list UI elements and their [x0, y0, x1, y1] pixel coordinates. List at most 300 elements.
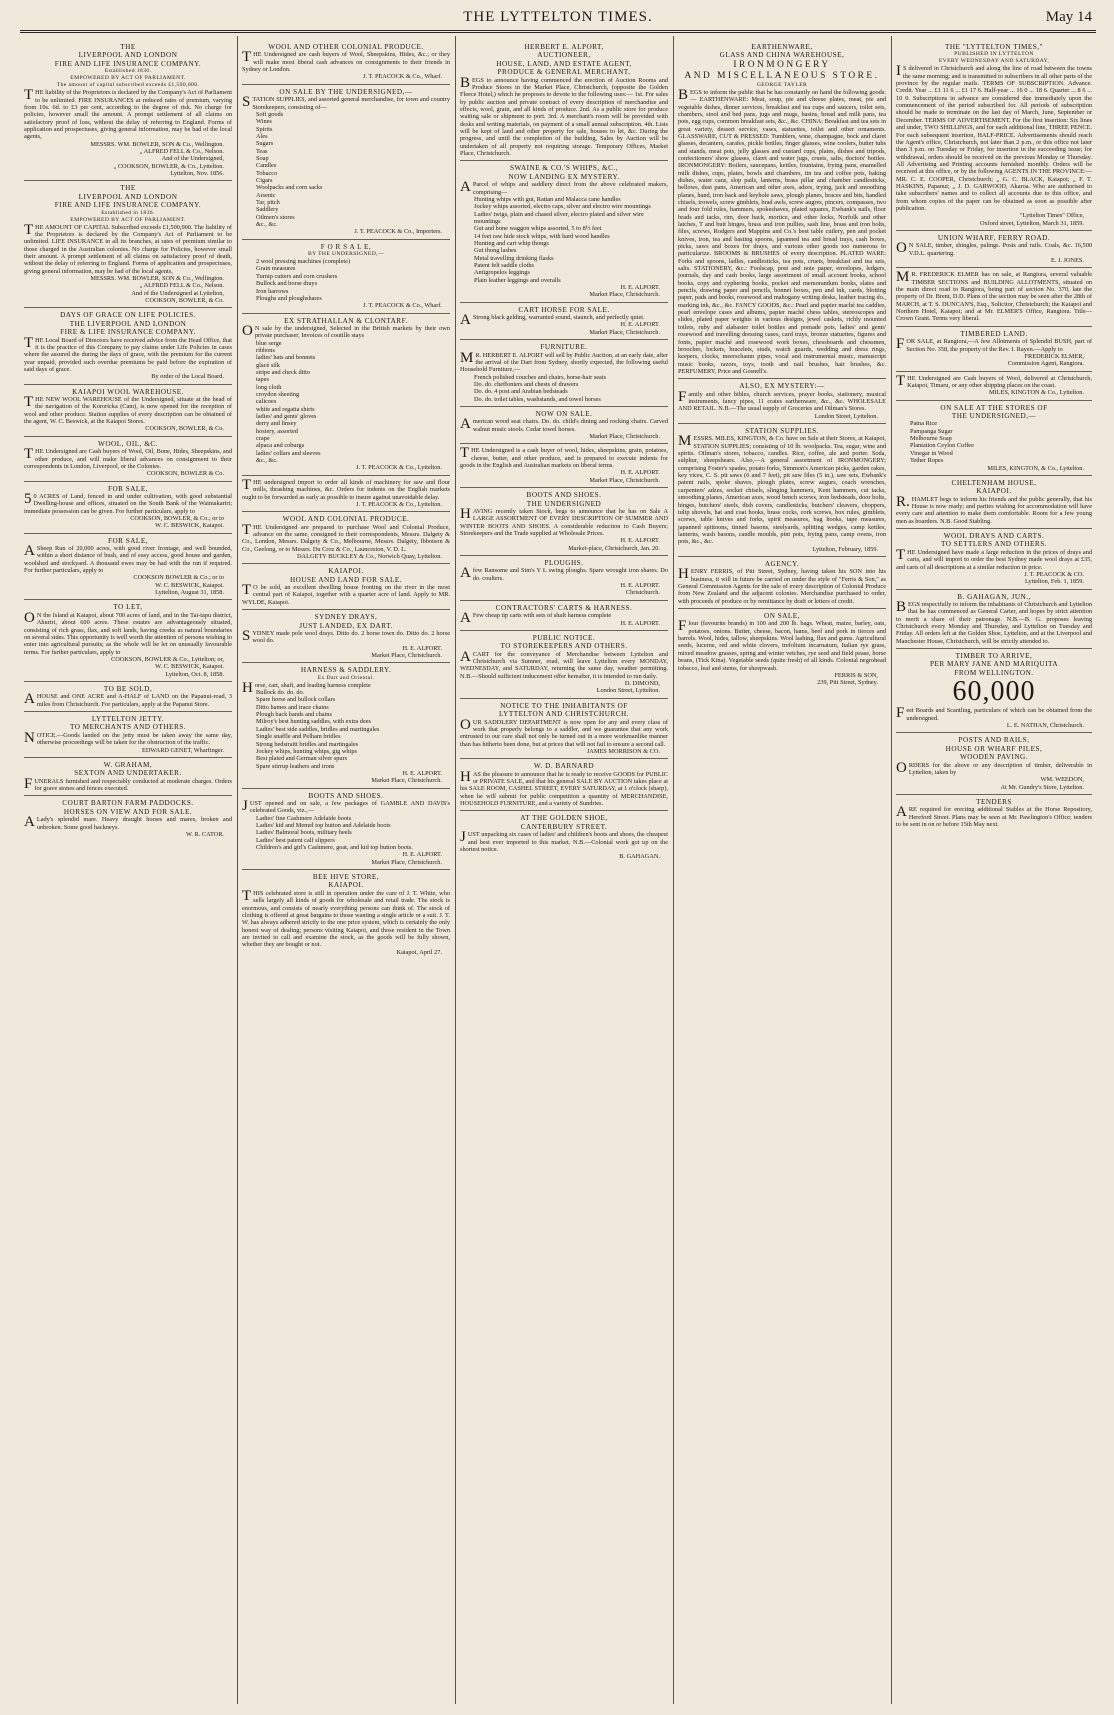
ad-list-item: Jockey whips, hunting whips, gig whips	[256, 747, 357, 755]
ad-signature: And of the Undersigned at Lyttelton,	[131, 289, 224, 297]
ad-heading: CART HORSE FOR SALE.	[518, 305, 610, 314]
ad-heading: POSTS AND RAILS,	[958, 736, 1030, 745]
ad-signature: H. E. ALPORT.	[620, 582, 660, 590]
advertisement	[242, 564, 450, 610]
ad-signature: W. R. CATOR.	[186, 830, 224, 838]
ad-body-text: ALady's splendid mare. Heavy draught horses and mares, broken and unbroken. Some good hackneys.	[24, 814, 232, 831]
advertisement	[896, 795, 1092, 831]
ad-body-text: THE Undersigned is a cash buyer of wool, hides, sheepskins, grain, potatoes, cheese, butter, and other produce, and is prepared to execute indents for goods in the English and Australian markets on liberal terms.	[460, 445, 668, 470]
ad-list-item: Plough back bands and chains	[256, 711, 332, 719]
ad-list-item: calicoes	[256, 398, 277, 406]
ad-body-text: AFew cheap tip carts with sets of shaft harness complete	[460, 610, 612, 627]
ad-list-item: blue serge	[256, 339, 282, 347]
ad-signature: Lyttelton, Feb. 1, 1859.	[1025, 578, 1084, 586]
advertisement	[896, 231, 1092, 268]
ad-heading: KAIAPOI.	[328, 567, 364, 576]
ad-list-item: Do. do. toilet tables, washstands, and towel horses	[474, 395, 601, 403]
ad-body-text: JUST unpacking six cases of ladies' and children's boots and shoes, the cheapest and best ever imported to this market. N.B.—Colonial work got up on the shortest notice.	[460, 829, 668, 853]
ad-heading: ON SALE BY THE UNDERSIGNED,—	[279, 87, 413, 96]
ad-body-text: ON sale by the undersigned, Selected in the British markets by their own private purchaser, Invoices of coutille stays	[242, 322, 450, 340]
ad-signature: H. E. ALPORT.	[402, 769, 442, 777]
ad-signature: H. E. ALPORT.	[620, 537, 660, 545]
ad-heading: LIVERPOOL AND LONDON	[78, 192, 178, 201]
ad-list-item: Candles	[256, 162, 277, 170]
ad-signature: Kaiapoi, April 27.	[396, 948, 442, 956]
ad-subheading: EMPOWERED BY ACT OF PARLIAMENT.	[70, 216, 186, 223]
ad-display-heading: IRONMONGERY	[733, 59, 831, 70]
ad-heading: TIMBERED LAND.	[960, 329, 1028, 338]
ad-body-text: MR. HERBERT E. ALPORT will sell by Public Auction, at an early date, after the arrival of the Dart from Sydney, shortly expected, the following useful Household Furniture,—	[460, 349, 668, 374]
ad-list-item: Best plated and German silver spurs	[256, 755, 348, 763]
ad-heading: LIVERPOOL AND LONDON	[78, 51, 178, 60]
ad-heading: B. GAHAGAN, JUN.,	[957, 592, 1031, 601]
ad-list-item: Oilmen's stores	[256, 213, 295, 221]
ad-signature: Market Place, Christchurch.	[589, 328, 660, 336]
ad-list-item: Ladies' best side saddles, bridles and martingales	[256, 725, 380, 733]
ad-signature: Market Place, Christchurch.	[371, 858, 442, 866]
column-2	[238, 40, 454, 1702]
ad-list-item: French polished couches and chairs, horse-hair seats	[474, 373, 607, 381]
ad-signature: Lyttelton, February, 1859.	[812, 545, 878, 553]
ad-list-item: white and regatta shirts	[256, 405, 315, 413]
issue-date: May 14	[1045, 9, 1092, 25]
ad-list-item: Ladies' fine Cashmere Adelaide boots	[256, 814, 352, 822]
ad-body-text: JUST opened and on sale, a few packages of GAMBLE AND DAVIS's celebrated Goods, viz.,—	[242, 797, 450, 815]
ad-heading: ON SALE AT THE STORES OF	[940, 403, 1048, 412]
advertisement	[242, 789, 450, 871]
ad-body-text: THE AMOUNT OF CAPITAL Subscribed exceeds £1,500,000. The liability of the Proprietors is declared by the Company's Act of Parliament to be unlimited. LIFE INSURANCE in all its branches, at rates of premium similar to those charged in the Australian colonies. No charge for Policies, however small their amount. A prompt settlement of all claims on satisfactory proof of death, without the delay of referring to England. Forms of application and prospectuses, giving general information, may be had of the local agents,	[24, 221, 232, 275]
ad-signature: H. E. ALPORT.	[620, 619, 660, 627]
ad-heading: THE LIVERPOOL AND LONDON	[69, 319, 187, 328]
ad-signature: J. T. PEACOCK & Co., Wharf.	[362, 73, 442, 81]
advertisement	[460, 407, 668, 444]
ad-heading: ALSO, EX MYSTERY:—	[739, 382, 825, 391]
ad-body-text: FUNERALS furnished and respectably conducted at moderate charges. Orders for grave stones and fences executed.	[24, 775, 232, 793]
ad-signature: H. E. ALPORT.	[402, 644, 442, 652]
ad-signature: London Street, Lyttelton.	[814, 412, 878, 420]
ad-signature: H. E. ALPORT.	[620, 284, 660, 292]
advertisement	[460, 303, 668, 340]
ad-heading: WOODEN PAVING.	[959, 753, 1029, 762]
ad-heading: TIMBER TO ARRIVE,	[955, 652, 1033, 661]
ad-body-text: THE Undersigned are prepared to purchase Wool and Colonial Produce, advance on the same, consigned to their correspondents, Messrs. Dalgety & Co., London, Messrs. Dalgety & Co., Melbourne, Messrs. Dalgety, Ibbotson & Co., Geelong, or to Messrs. Du Croz & Co., Launceston, V. D. L.	[242, 521, 450, 553]
ad-list-item: Jockey whips assorted, electro caps, silver and electro wire mountings	[474, 203, 651, 211]
ad-signature: W. C. BESWICK, Kaiapoi.	[155, 663, 224, 671]
advertisement	[24, 385, 232, 437]
ad-signature: Oxford street, Lyttelton, March 31, 1859.	[979, 219, 1084, 227]
ad-heading: HERBERT E. ALPORT,	[524, 43, 604, 51]
ad-body-text: BEGS to announce having commenced the erection of Auction Rooms and Produce Stores in the Market Place, Christchurch, (opposite the Golden Fleece Hotel,) which he proposes to devote to the following uses:— 1st. For sales by public auction and private contract of every description of merchandise and effects, wool, grain, and all kinds of produce. 2nd. As a public store for produce waiting sale or shipment to port. 3rd. A merchant's room will be provided with desks and writing materials, on payment of a small annual subscription. 4th. Lists will be kept of land and other property for sale, houses to let, &c. During the progress, and until the completion of the building, Sales by Auction will be undertaken of all property not requiring storage. Temporary Offices, Market Place, Christchurch.	[460, 74, 668, 158]
ad-signature: Market-place, Christchurch, Jan. 20.	[568, 544, 660, 552]
ad-list-item: Ploughs and ploughshares	[256, 294, 322, 302]
advertisement	[460, 601, 668, 631]
ad-signature: W. C. BESWICK, Kaiapoi.	[155, 522, 224, 530]
ad-heading: W. D. BARNARD	[533, 762, 595, 771]
ad-signature: B. GAHAGAN.	[619, 853, 660, 861]
advertisement	[896, 476, 1092, 529]
ad-heading: HOUSE AND LAND FOR SALE.	[289, 575, 403, 584]
ad-list-item: Woolpacks and corn sacks	[256, 184, 323, 192]
ad-body-text: IS delivered in Christchurch and along the line of road between the towns the same morning; and is transmitted to subscribers in all other parts of the province by the regular mails. TERMS OF SUBSCRIPTION. Advance. Credit. Year ... £1 11 6 ... £1 17 6. Half-year ... 16 0 ... 18 6. Quarter ... 8 6 ... 10 0. Subscriptions in advance are considered due immediately upon the commencement of the period subscribed for. All periods of subscription should be made to terminate on the last day of March, June, September or December. TERMS OF ADVERTISEMENT. For the first insertion: Six lines and under, TWO SHILLINGS, and for each additional line, THREE PENCE. For each subsequent insertion, HALF-PRICE. Advertisements should reach the Agent's office, Christchurch, not later than 2 p.m., or this office not later than 3 p.m. on Tuesday or Friday, for insertion in the succeeding issue; for withdrawal, orders should be received on the previous Monday or Thursday. All Advertising and Printing accounts furnished monthly. Orders will be received at this office, or by the following AGENTS IN THE PROVINCE:— MR. C. E. COOPER, Christchurch; „ G. C. BLACK, Kaiapoi; „ F. T. HASKINS, Papanui; „ J. D. GARWOOD, Akaroa. Who are authorised to take subscribers' names and to collect all accounts due to this office, and from whom copies of the paper can be obtained as soon as possible after publication.	[896, 63, 1092, 212]
advertisement	[896, 372, 1092, 401]
ad-list-item: Wines	[256, 118, 272, 126]
advertisement	[242, 240, 450, 314]
ad-list-item: 14 feet raw hide stock whips, with hard wood handles	[474, 232, 610, 240]
ad-list-item: Tar, pitch	[256, 199, 280, 206]
ad-body-text: HENRY FERRIS, of Pitt Street, Sydney, having taken his SON into his business, it will in future be carried on under the style of "Ferris & Son," as General Commission Agents for the sale of every description of Colonial Produce from New Zealand and the adjacent colonies. Merchandise purchased to order, with proceeds of produce or by remittance by draft or letters of credit.	[678, 566, 886, 605]
ad-body-text: Afew Ransome and Sim's Y L swing ploughs. Spare wrought iron shares. Do do. coulters.	[460, 565, 668, 582]
newspaper-title: THE LYTTELTON TIMES.	[463, 9, 653, 25]
ad-heading: TO SETTLERS AND OTHERS.	[940, 540, 1047, 549]
ad-signature: EDWARD GENET, Wharfinger.	[142, 746, 224, 754]
ad-signature: Lyttelton, August 31, 1858.	[155, 589, 224, 597]
ad-signature: Christchurch.	[625, 589, 660, 597]
ad-heading: KAIAPOI.	[328, 881, 364, 890]
ad-heading: TO BE SOLD,	[103, 684, 153, 693]
ad-body-text: THE Local Board of Directors have received advice from the Head Office, that it is the practice of this Company to pay claims under Life Policies in cases where the assured die during the days of grace, with the premium for the current year unpaid, provided such overdue premiums be paid before the expiration of said days of grace.	[24, 334, 232, 373]
advertisement	[242, 40, 450, 85]
advertisement	[242, 663, 450, 788]
ad-signature: MESSRS. WM. BOWLER, SON & Co., Wellington.	[90, 140, 224, 148]
ad-signature: COOKSON, BOWLER, & Co.	[145, 425, 224, 433]
ad-signature: COOKSON, BOWLER & Co., Lyttelton; or,	[111, 655, 224, 663]
ad-heading: JUST LANDED, EX DART.	[299, 621, 393, 630]
ad-body-text: 50 ACRES of Land, fenced in and under cultivation, with good substantial Dwelling-house and offices, situated on the South Bank of the Waimakariri; immediate possession can be given. For further particulars, apply to	[24, 490, 232, 515]
ad-body-text: THE liability of the Proprietors is declared by the Company's Act of Parliament to be unlimited. FIRE INSURANCES at reduced rates of premium, varying from 10s. 6d. to £3 per cent, according to the degree of risk. No charge for policies, however small the amount. A prompt settlement of all claims on satisfactory proof of loss, without the delay of referring to England. Forms of application and prospectuses, giving general information, may be had of the local agents,	[24, 87, 232, 141]
advertisement	[678, 557, 886, 609]
ad-body-text: BEGS to inform the public that he has constantly on hand the following goods:— EARTHENWARE: Meat, soup, pie and cheese plates, meat, pie and vegetable dishes, dinner services, breakfast and tea cups and saucers, toilet sets, chambers, stool and bed pans, jugs and mugs, basins, bread and milk pans, tea pots, egg cups, common breakfast sets, &c., &c. CHINA: Breakfast and tea sets in great variety, dessert service, vases, statuettes, toilet and other ornaments. GLASSWARE, CUT & PRESSED: Tumblers, wine, champagne, bock and claret glasses, decanters, carafes, pickle bottles, finger glasses, wine coolers, butter tubs and stands, meat pots, jelly glasses and custard cups, plates, dishes and tripods, confectioners' show glasses, claret and water jugs, cruets, salts, doctors' bottles. IRONMONGERY: Boilers, saucepans, kettles, fountains, frying pans, enamelled milk dishes, cups, plates, bowls and chambers, tin tea and coffee pots, baking dishes, water cans, slop pails, lanterns, brass pillar and chamber candlesticks, bellows, dust pans, American and other axes, adzes, trying, jack and smoothing planes, hand, iron back and keyhole saws, plough planes, braces and bits, handled chisels, trowels, screw gimblets, brad awls, screw augres, pincers, compasses, two and four fold rules, hammers, spokeshaves, plated squares, Ewbank's nails, floor brads and tacks, rim, door back, mortice, and other locks, Norfolk and other latches, T and butt hinges, brass and iron pullies, sash line, brass and iron bolts, files, screws, Rodgers and Mappins and Co.'s best table cutlery, pen and pocket knives, iron, tea and basting spoons, japanned tea and bread trays, cash boxes, picks, saws and boxes for drays, and various other goods too numerous to particularize. BROOMS & BRUSHES of every description. PLATED WARE: Forks and spoons, ladles, candlesticks, tea pots, cruets, breakfast and tea sets, salts. STATIONERY, &c.: Foolscap, post and note paper, envelopes, ledgers, journals, day and cash books, large assortment of small account books, school books, copy and cyphering books, pocket and memorandum books, slates and pencils, drawing paper and pencils, bonnet boxes, pen and ink, cards, blotting paper, pads and books, rosewood and mahogany writing desks, leather tracing do., marking ink, &c., &c. FANCY GOODS, &c.: Pearl and papier maché tea caddies, pearl envelope cases and albums, papier maché chess tables, stereoscopes and slides, plated paper weights in various designs, jewel caskets, richly mounted toilets, ruby and alabaster toilet bottles and pomade pots, ladies' and gents' rosewood and travelling dressing cases, card trays, bronze statuettes, figures and fonts, papier maché and rosewood work boxes, chessboards and chessmen, brooches, lockets, bracelets, studs, watch guards, wedding and dress rings, keepers, clocks, meerschaum pipes, vocal and instrumental music, manuscript music books, razors, toys, tooth and nail brushes, hair brushes, &c. PERFUMERY, Price and Gosnell's.	[678, 86, 886, 375]
ad-signature: H. E. ALPORT.	[620, 321, 660, 329]
ad-signature: MESSRS. WM. BOWLER, SON & Co., Wellington.	[90, 274, 224, 282]
ad-list-item: Pampanga Sugar	[910, 427, 953, 435]
ad-list-item: ribbons	[256, 346, 275, 354]
ad-heading: BOOTS AND SHOES.	[308, 791, 384, 800]
ad-body-text: HAS the pleasure to announce that he is ready to receive GOODS for PUBLIC or PRIVATE SALE, and that his general SALE BY AUCTION takes place at his SALE ROOM, CASHEL STREET, EVERY SATURDAY, at 1 o'clock (sharp), when he will submit for public competition a quantity of MERCHANDISE, HOUSEHOLD FURNITURE, and a variety of Sundries.	[460, 768, 668, 808]
ad-body-text: THE NEW WOOL WAREHOUSE of the Undersigned, situate at the head of the navigation of the Kororicka (Cam), is now opened for the reception of wool and other produce. Station supplies of every description can be obtained of the agent, W. C. Beswick, at the Kaiapoi Stores.	[24, 394, 232, 426]
ad-list-item: crape	[256, 435, 270, 443]
ad-body-text: THE undersigned import to order all kinds of machinery for saw and flour mills, thrashing machines, &c. Orders for indents on the English markets ought to be forwarded as early as possible to insure against unavoidable delay.	[242, 476, 450, 501]
ad-heading: STATION SUPPLIES.	[745, 427, 819, 435]
ad-list-item: Ladies' kid and Memel top button and Adelaide boots	[256, 822, 391, 829]
ad-heading: HORSES ON VIEW AND FOR SALE.	[63, 807, 193, 816]
ad-body-text: BEGS respectfully to inform the inhabitants of Christchurch and Lyttelton that he has commenced as General Carter, and hopes by strict attention to merit a share of their patronage. N.B.—B. G. proposes leaving Christchurch every Monday and Thursday, and Lyttelton on Tuesday and Friday. All orders left at the Golden Shoe, Lyttelton, and at the Liverpool and Manchester House, Christchurch, will be strictly attended to.	[896, 598, 1092, 645]
ad-list-item: Iron harrows	[256, 287, 289, 295]
ad-list-item: Ditto hames and trace chains	[256, 703, 329, 711]
advertisement	[242, 314, 450, 476]
ad-list-item: hosiery, assorted	[256, 427, 298, 435]
ad-list-item: Gut thong lashes	[474, 247, 517, 255]
ad-heading: CONTRACTORS' CARTS & HARNESS.	[495, 603, 633, 612]
ad-body-text: ACART for the conveyance of Merchandise between Lyttelton and Christchurch via Sumner, road, will leave Lyttelton every MONDAY, WEDNESDAY, and SATURDAY, returning the same day, weather permitting. N.B.—Should sufficient inducement offer hereafter, it is intended to run daily.	[460, 648, 668, 680]
ad-list-item: Do. do. cheffoniers and chests of drawers	[474, 380, 579, 388]
ad-signature: By order of the Local Board.	[151, 373, 224, 381]
ad-heading: BOOTS AND SHOES.	[526, 491, 602, 500]
advertisement	[460, 556, 668, 601]
ad-body-text: ON the Island at Kaiapoi, about 700 acres of land, and in the Tai-tapu district, Ahuriri, about 600 acres. These estates are advantageously situated, consisting of rich grass, flax, and soft lands, having creeks as natural boundaries on several sides. This opportunity is well worth the attention of persons wishing to enter into agricultural pursuits; as the whole will be let on unusually favourable terms. For further particulars, apply to	[24, 609, 233, 656]
ad-signature: J. T. PEACOCK & Co., Lyttelton.	[356, 464, 442, 472]
ad-signature: London Street, Lyttelton.	[596, 687, 660, 695]
ad-body-text: HAVING recently taken Stock, begs to announce that he has on Sale A LARGE ASSORTMENT OF EVERY DESCRIPTION OF SUMMER AND WINTER BOOTS AND SHOES. A considerable reduction to Cash Buyers; Storekeepers and the Trade supplied at Wholesale Prices.	[460, 505, 668, 537]
ad-heading: WOOL DRAYS AND CARTS.	[943, 532, 1045, 541]
ad-large-figure: 60,000	[952, 676, 1036, 708]
ad-body-text: ASheep Run of 20,000 acres, with good river frontage, and well bounded, within a short distance of bush, and of easy access, good house and garden, woolshed and stockyard. A thousand ewes may be had with the run if required. For further particulars, apply to	[24, 543, 232, 575]
ad-list-item: Single snaffle and Pelham bridles	[256, 733, 341, 741]
ad-list-item: Gut and bone waggon whips assorted, 5 to 8½ feet	[474, 225, 602, 233]
ad-list-item: Antigropelos leggings	[474, 269, 530, 277]
ad-heading: PER MARY JANE AND MARIQUITA	[929, 660, 1059, 669]
advertisement	[242, 610, 450, 663]
ad-heading: WOOL, OIL, &C.	[98, 439, 158, 448]
ad-list-item: Soft goods	[256, 110, 284, 118]
advertisement	[896, 327, 1092, 372]
advertisement	[896, 401, 1092, 476]
ad-list-item: Bullock and horse drays	[256, 280, 318, 288]
advertisement	[242, 512, 450, 564]
ad-heading: W. GRAHAM,	[103, 760, 153, 769]
ad-heading: FIRE AND LIFE INSURANCE COMPANY.	[54, 201, 202, 210]
ad-body-text: THE Undersigned have made a large reduction in the prices of drays and carts, and will import to order the best Sydney made wool drays at £35, and carts of all descriptions at a similar reduction in price.	[896, 546, 1092, 571]
ad-heading: LYTTELTON AND CHRISTCHURCH.	[499, 710, 629, 719]
ad-list-item: 2 wool pressing machines (complete)	[256, 258, 351, 266]
ad-list-item: ladies' and gents' gloves	[256, 413, 317, 421]
ad-list-item: &c., &c.	[256, 457, 278, 465]
advertisement	[24, 682, 232, 712]
ad-list-item: Strong bedstraitt bridles and martingales	[256, 740, 359, 748]
ad-list-item: Ladies' twigs, plain and chased silver, electro plated and silver wire mountings	[474, 210, 644, 225]
ad-signature: COOKSON, BOWLER & Co.	[146, 470, 224, 478]
advertisement	[24, 534, 232, 601]
ad-heading: HARNESS & SADDLERY.	[300, 666, 392, 675]
ad-heading: WOOL AND COLONIAL PRODUCE.	[282, 515, 410, 524]
ad-list-item: Ladies' best patent calf slippers	[256, 836, 335, 844]
advertisement	[24, 796, 232, 841]
ad-heading: HOUSE, LAND, AND ESTATE AGENT,	[496, 59, 632, 68]
advertisement	[460, 161, 668, 302]
ad-signature: J. T. PEACOCK & Co., Lyttelton.	[356, 500, 442, 508]
ad-signature: W. C. BESWICK, Kaiapoi.	[155, 581, 224, 589]
ad-body-text: ARE required for erecting additional Stables at the Horse Repository, Hereford Street. Plans may be seen at Mr. Pawlington's Office; tenders to be sent in on or before 15th May next.	[896, 804, 1092, 828]
ad-heading: AT THE GOLDEN SHOE,	[520, 814, 608, 823]
ad-heading: CHELTENHAM HOUSE,	[951, 478, 1037, 487]
ad-list-item: glacé silk	[256, 361, 280, 369]
ad-signature: E. J. JONES.	[1050, 257, 1084, 265]
ad-list-item: Arsenic	[256, 191, 276, 199]
ad-heading: SWAINE & CO.'S WHIPS, &C.,	[509, 164, 618, 173]
ad-heading: THE	[120, 43, 136, 51]
ad-heading: EX STRATHALLAN & CLONTARF.	[284, 316, 408, 325]
ad-list-item: stripe and check ditto	[256, 369, 311, 376]
column-5	[892, 40, 1096, 1702]
ad-body-text: ON SALE, timber, shingles, palings. Posts and rails. Coals, &c. 16,500 V.D.L. quartering.	[896, 240, 1092, 257]
ad-heading: NOW LANDING EX MYSTERY.	[508, 172, 620, 181]
ad-heading: COURT BARTON FARM PADDOCKS.	[62, 799, 194, 808]
ad-signature: MILES, KINGTON & Co., Lyttelton.	[988, 389, 1084, 397]
advertisement	[460, 631, 668, 699]
ad-signature: JAMES MORRISON & CO.	[586, 747, 660, 755]
ad-signature: "Lyttelton Times" Office,	[1020, 212, 1084, 220]
ad-subheading: GEORGE TAYLER	[756, 81, 808, 88]
ad-heading: THE UNDERSIGNED,—	[951, 412, 1037, 421]
ad-signature: Market Place, Christchurch.	[371, 652, 442, 659]
ad-body-text: FOR SALE, at Rangiora,—A few Allotments of Splendid BUSH, part of Section No. 358, the property of the Rev. I. Rayen.—Apply to	[896, 336, 1092, 353]
ad-list-item: Melbourne Soap	[910, 435, 952, 443]
ad-list-item: Grain measures	[256, 265, 296, 273]
ad-list-item: Vinegar in Wood	[910, 449, 953, 457]
ad-subheading: Established 1836.	[104, 68, 152, 75]
ad-heading: FURNITURE.	[540, 343, 588, 352]
ad-subheading: Established in 1836.	[101, 209, 155, 216]
advertisement	[896, 40, 1092, 231]
ad-signature: „ COOKSON, BOWLER, & Co., Lyttelton.	[113, 162, 224, 170]
column-4	[674, 40, 890, 1702]
ad-heading: THE UNDERSIGNED	[526, 499, 602, 508]
ad-list-item: Hunting and cart whip thongs	[474, 239, 549, 247]
ad-list-item: Teas	[256, 147, 268, 155]
advertisement	[24, 40, 232, 181]
ad-heading: PRODUCE & GENERAL MERCHANT,	[497, 68, 631, 77]
ad-heading: SEXTON AND UNDERTAKER.	[74, 769, 182, 778]
ad-signature: J. T. PEACOCK & Co., Importers.	[354, 228, 442, 236]
advertisement	[460, 699, 668, 760]
ad-signature: L. E. NATHAN, Christchurch.	[1006, 721, 1084, 729]
masthead-rule	[20, 30, 1096, 33]
ad-signature: 239, Pitt Street, Sydney.	[817, 679, 878, 687]
ad-heading: PUBLIC NOTICE.	[532, 633, 596, 642]
ad-heading: TO LET,	[113, 603, 143, 612]
ad-body-text: THIS celebrated store is still in operation under the care of J. T. White, who sells largely all kinds of goods for wholesale and retail trade. The stock is enormous, and consists of nearly everything persons can think of. The stock of clothing is offered at great bargains to those wanting a single article or a suit. J. T. W. has always adhered strictly to the one price system, which is certainly the only honest way of dealing; persons visiting Kaiapoi, and those resident in the Town are invited to call and examine the stock, as the goods will be fully shown, whether they are bought or not.	[242, 887, 450, 949]
ad-heading: KAIAPOI.	[976, 487, 1012, 496]
ad-list-item: Tobacco	[256, 169, 278, 177]
ad-body-text: Flour (favourite brands) in 100 and 200 lb. bags. Wheat, maize, barley, oats, potatoes, onions. Butter, cheese, bacon, hams, beef and pork in tierces and barrels. Wool, hides, tallow, sheepskins. Wool lashing, flax and gums. Agricultural seeds, lucerne, red and white clovers, trefolium incarnatum, Italian rye grass, mixed meadow grasses, spring and winter vetches, rye seed and field pease, horse beans, (Tick Kina). Vegetable seeds (quite fresh) of all kinds. Colonial negrohead tobacco, leaf and stems, for sheepwash.	[678, 618, 886, 672]
ad-body-text: STATION SUPPLIES, and assorted general merchandise, for town and country Storekeepers, consisting of—	[242, 94, 450, 111]
ad-heading: TO MERCHANTS AND OTHERS.	[69, 723, 187, 732]
ad-list-item: tapes	[256, 376, 269, 384]
ad-signature: Market Place, Christchurch.	[589, 291, 660, 299]
ad-signature: J. T. PEACOCK & CO.	[1024, 570, 1084, 578]
ad-list-item: Ales	[256, 132, 268, 140]
ad-heading: NOW ON SALE.	[535, 409, 593, 418]
ad-body-text: OUR SADDLERY DEPARTMENT is now open for any and every class of work that properly belongs to a saddler, and we guarantee that any work entrusted to our care shall not only be turned out in a more workmanlike manner than has hitherto been done, but at prices that will not fail to ensure a second call.	[460, 716, 668, 748]
ad-signature: Lyttelton, Nov. 1856.	[170, 170, 224, 177]
ad-body-text: TO be sold, an excellent dwelling house fronting on the river in the most central part of Kaiapoi, together with a quarter acre of land. Apply to MR. WYLDE, Kaiapoi.	[242, 582, 450, 606]
ad-body-text: MESSRS. MILES, KINGTON, & Co. have on Sale at their Stores, at Kaiapoi, STATION SUPPLIES; consisting of 10 lb. woolpacks. Tea, sugar, wine and spirits. Oilman's stores, tobacco, candles. Rice, coffee, ale and porter. Soda, sulphur, sheepshears. Also,—A general assortment of IRONMONGERY; comprising Foster's spades, potato forks, Simmon's American picks, garden rakes, key vices, C. S. pit saws (6 and 7 feet), pit saw files (5 in.), saw sets, Ewbank's patent nails, spoke shaves, plough plates, screw augurs, coach wrenches, carpenters' adzes, socket chisels, slinging hammers, Kent hammers, cut tacks, smoothing planes, American axes, wood bench screws, iron bedsteads, door bolts, hinges, butchers' steels, dish covers, candlesticks, butchers' cleavers, choppers, tulip shovels, hat and coat hooks, brass cocks, cork screws, box rules, gimblets, screws, table knives and forks, spirit measures, bag hooks, tape measures, japanned spittoons, tinned basons, steelyards, splitting wedges, camp kettles, lanterns, wash basons, candle moulds, pint pots, frying pans, camp ovens, iron pots, &c., &c.	[678, 433, 886, 546]
ad-body-text: THE Undersigned are Cash buyers of Wool, Oil, Bone, Hides, Sheepskins, and other produce, and will make liberal advances on consignment to their correspondents in London, Liverpool, or the Colonies.	[24, 446, 232, 470]
ad-heading: PLOUGHS.	[544, 559, 584, 567]
ad-list-item: &c., &c.	[256, 221, 278, 229]
ad-heading: WOOL AND OTHER COLONIAL PRODUCE.	[268, 43, 424, 51]
ad-signature: WM. WEEDON,	[1040, 776, 1084, 784]
ad-heading: TO STOREKEEPERS AND OTHERS.	[500, 642, 628, 651]
ad-signature: J. T. PEACOCK & Co., Wharf.	[362, 302, 442, 310]
advertisement	[896, 268, 1092, 326]
ad-heading: SYDNEY DRAYS,	[314, 613, 378, 622]
ad-heading: NOTICE TO THE INHABITANTS OF	[500, 701, 628, 710]
ad-list-item: Children's and girl's Cashmere, goat, and kid top button boots.	[256, 844, 413, 852]
advertisement	[678, 609, 886, 690]
ad-signature: Market Place, Christchurch.	[589, 476, 660, 484]
ad-signature: COOKSON, BOWLER, & Co.; or to	[130, 514, 224, 522]
advertisement	[460, 40, 668, 161]
ad-signature: Market Place, Christchurch.	[371, 777, 442, 785]
ad-list-item: Spare horse and bullock collars	[256, 696, 336, 704]
ad-body-text: R.HAMLET begs to inform his friends and the public generally, that his House is now ready; and parties wishing for accommodation will have every care and attention to make them comfortable. Room for a few young men as boarders. N.B. Good Stabling.	[896, 493, 1092, 525]
ad-body-text: THE Undersigned are Cash buyers of Wool, delivered at Christchurch, Kaiapoi, Timaru, or any other shipping places on the coast.	[896, 372, 1092, 389]
ad-list-item: Sugars	[256, 140, 274, 148]
ad-signature: „ ALFRED FELL & Co., Nelson.	[139, 147, 224, 155]
advertisement	[242, 476, 450, 512]
ad-list-item: Patent felt saddle cloths	[474, 262, 534, 269]
advertisement	[460, 340, 668, 407]
advertisement	[896, 649, 1092, 733]
ad-heading: THE	[120, 184, 136, 193]
ad-body-text: American wood seat chairs. Do. do. child's dining and rocking chairs. Carved walnut music stools. Cedar towel horses.	[460, 416, 668, 433]
advertisement	[242, 85, 450, 240]
ad-subheading: The amount of capital subscribed exceeds £1,500,000.	[56, 82, 200, 89]
ad-body-text: AStrong black gelding, warranted sound, staunch, and perfectly quiet.	[460, 312, 645, 329]
ad-body-text: Horse, cart, shaft, and leading harness complete	[242, 679, 371, 696]
ad-heading: AGENCY.	[764, 559, 800, 568]
ad-list-item: Saddlery	[256, 206, 279, 214]
advertisement	[678, 379, 886, 424]
advertisement	[24, 600, 232, 682]
advertisement	[678, 424, 886, 557]
ad-body-text: Feet Boards and Scantling, particulars of which can be obtained from the undersigned.	[896, 705, 1092, 722]
ad-subheading: EVERY WEDNESDAY AND SATURDAY,	[938, 58, 1050, 65]
ad-subheading: BY THE UNDERSIGNED,—	[308, 251, 384, 258]
advertisement	[678, 40, 886, 379]
advertisement	[24, 712, 232, 758]
ad-heading: FOR SALE,	[107, 484, 149, 493]
ad-signature: And of the Undersigned,	[161, 155, 224, 163]
advertisement	[24, 482, 232, 534]
ad-heading: EARTHENWARE,	[751, 43, 813, 51]
advertisement	[24, 437, 232, 482]
ad-list-item: ladies' hats and bonnets	[256, 354, 316, 362]
ad-list-item: Soap	[256, 154, 269, 162]
ad-body-text: ORDERS for the above or any description of timber, deliverable in Lyttelton, taken by	[896, 759, 1092, 776]
ad-signature: H. E. ALPORT.	[620, 469, 660, 477]
ad-signature: At Mr. Gundry's Store, Lyttelton.	[1000, 783, 1084, 791]
ad-signature: FREDERICK ELMER,	[1024, 352, 1084, 360]
advertisement	[460, 488, 668, 556]
ad-heading: FOR SALE,	[107, 536, 149, 545]
ad-body-text: MR. FREDERICK ELMER has on sale, at Rangiora, several valuable TIMBER SECTIONS and BUILDING ALLOTMENTS, situated on the main direct road to Rangiora, being part of section No. 370, late the property of Dr. Brent, D.D. Plans of the section may be seen after the 28th of MARCH, at T. S. DUNCAN'S, Esq., Solicitor, Christchurch; the Kaiapoi and Northern Hotel, Kaiapoi; and at Mr. ELMER'S Office, Rangiora. Title—Crown Grant. Terms very liberal.	[896, 269, 1092, 323]
advertisement	[460, 811, 668, 863]
advertisement	[896, 529, 1092, 590]
ad-subheading: EMPOWERED BY ACT OF PARLIAMENT.	[70, 75, 186, 82]
ad-heading: THE "LYTTELTON TIMES,"	[944, 43, 1044, 51]
advertisement	[24, 181, 232, 308]
ad-list-item: Patna Rice	[910, 420, 938, 428]
ad-heading: ON SALE,	[764, 612, 800, 621]
ad-signature: „ ALFRED FELL & Co., Nelson.	[139, 282, 224, 290]
advertisement	[460, 444, 668, 488]
ad-signature: COOKSON BOWLER & Co.; or to	[133, 574, 224, 582]
ad-list-item: Do. do. 4 post and Arabian bedsteads	[474, 388, 568, 396]
advertisement	[896, 733, 1092, 795]
ad-list-item: Hunting whips with gut, Rattan and Malacca cane handles	[474, 195, 621, 203]
ad-signature: COOKSON, BOWLER, & Co.	[145, 297, 224, 304]
ad-heading: CANTERBURY STREET.	[520, 822, 608, 831]
ad-subheading: Ex Dart and Oriental.	[317, 674, 375, 681]
ad-list-item: Plain leather leggings and overalls	[474, 276, 561, 284]
ad-list-item: Bullock do. do. do.	[256, 689, 305, 697]
ad-signature: Market Place, Christchurch.	[589, 433, 660, 441]
ad-body-text: AHOUSE and ONE ACRE and A-HALF of LAND on the Papanui-road, 3 miles from Christchurch. For particulars, apply at the Papanui Store.	[24, 691, 232, 708]
advertisement	[24, 758, 232, 797]
ad-signature: FERRIS & SON,	[834, 671, 878, 679]
ad-list-item: Plantation Ceylon Coffee	[910, 442, 974, 450]
